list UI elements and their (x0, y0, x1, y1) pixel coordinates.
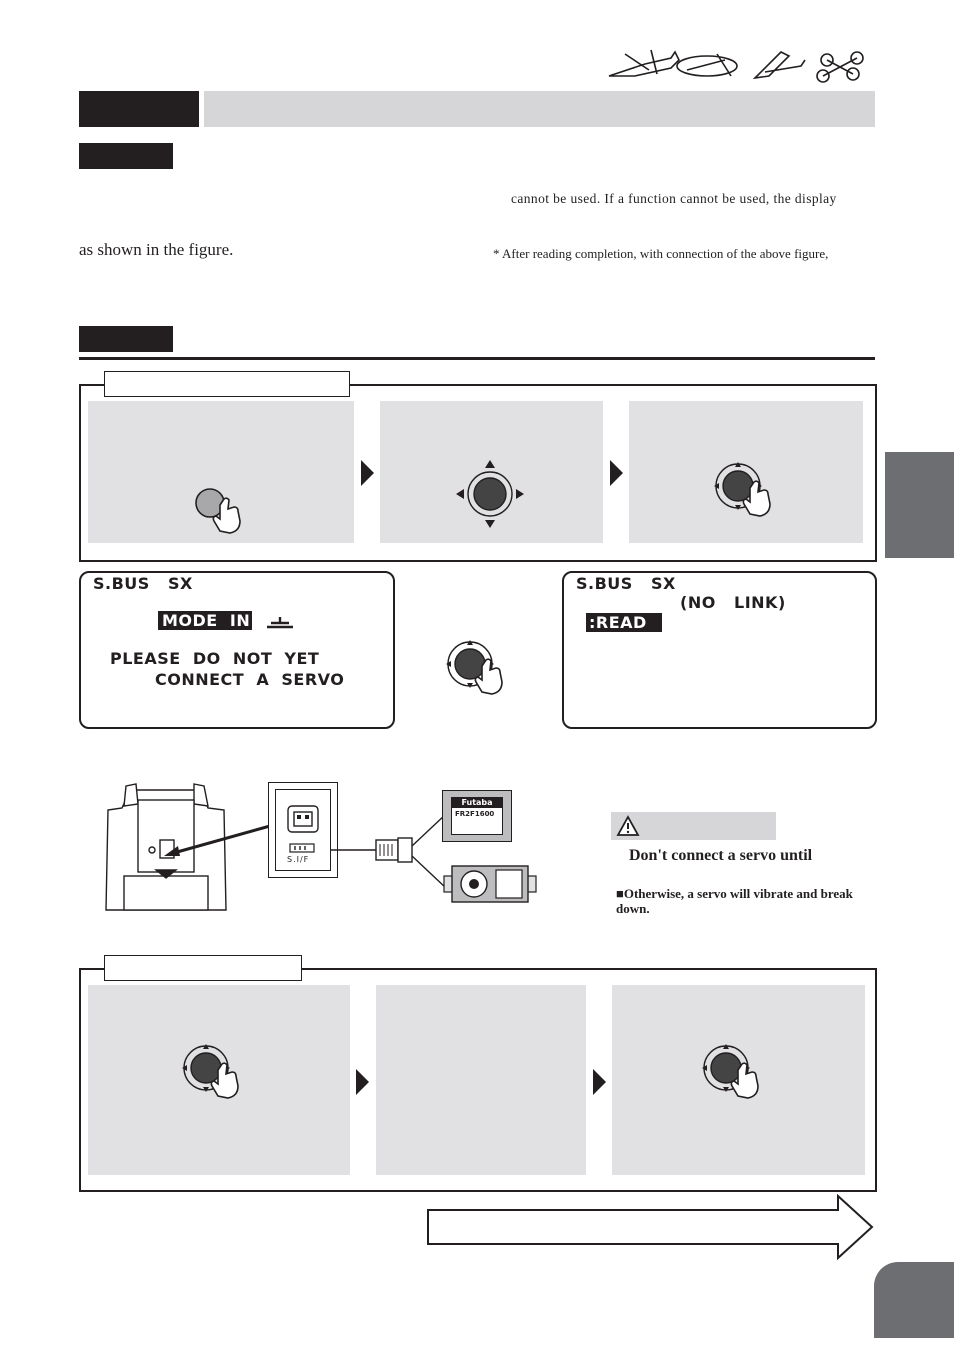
step-arrow-1 (361, 460, 374, 486)
intro-line-1: cannot be used. If a function cannot be used, the display (511, 191, 837, 206)
next-step-arrow (426, 1194, 876, 1260)
warning-note: ■Otherwise, a servo will vibrate and break down. (616, 886, 853, 916)
connection-arrow (160, 820, 280, 860)
subheading-block-1 (79, 143, 173, 169)
section-title-bar (204, 91, 875, 127)
step-frame-lower-label (104, 955, 302, 981)
step-arrow-3 (356, 1069, 369, 1095)
section-rule (79, 357, 875, 360)
step-arrow-2 (610, 460, 623, 486)
receiver-brand: Futaba (452, 798, 502, 808)
lcd-right-line-1: S.BUS SX (576, 574, 676, 593)
warning-icon (616, 815, 640, 837)
intro-note: * After reading completion, with connection of the above figure, (493, 246, 829, 261)
subheading-block-2 (79, 326, 173, 352)
page-number-tab (874, 1262, 954, 1338)
section-title-block (79, 91, 199, 127)
step-arrow-4 (593, 1069, 606, 1095)
dial-press-icon-step-4 (180, 1040, 248, 1104)
dial-press-icon-step-6 (700, 1040, 768, 1104)
servo-illustration (442, 862, 538, 906)
receiver-module (442, 790, 512, 842)
dial-press-icon (712, 458, 780, 522)
lcd-left-line-4: CONNECT A SERVO (155, 670, 345, 689)
warning-heading: Don't connect a servo until (629, 847, 813, 864)
receiver-label-plate (451, 797, 503, 835)
lcd-right-read-label: :READ (586, 613, 662, 632)
usb-port-icon (287, 805, 319, 833)
sif-port-label: S.I/F (287, 855, 310, 864)
directional-dial-icon (452, 458, 530, 530)
button-press-icon (190, 485, 252, 537)
intro-line-2: as shown in the figure. (79, 240, 234, 259)
sif-connector-icon (289, 843, 315, 853)
side-chapter-tab (885, 452, 954, 558)
lcd-left-line-3: PLEASE DO NOT YET (110, 649, 320, 668)
dial-press-icon-center (444, 636, 512, 700)
cable-splitter (330, 790, 450, 900)
lcd-left-line-1: S.BUS SX (93, 574, 193, 593)
step-frame-upper-label (104, 371, 350, 397)
step-panel-5 (376, 985, 586, 1175)
lcd-screen-mode-in (79, 571, 395, 729)
aircraft-icons (605, 46, 873, 84)
lcd-right-line-2: (NO LINK) (680, 593, 786, 612)
lcd-left-mode-label: MODE IN (158, 611, 252, 630)
lcd-screen-read (562, 571, 877, 729)
port-panel (268, 782, 338, 878)
lcd-left-switch-icon (265, 613, 295, 631)
receiver-model: FR2F1600 (455, 810, 495, 818)
